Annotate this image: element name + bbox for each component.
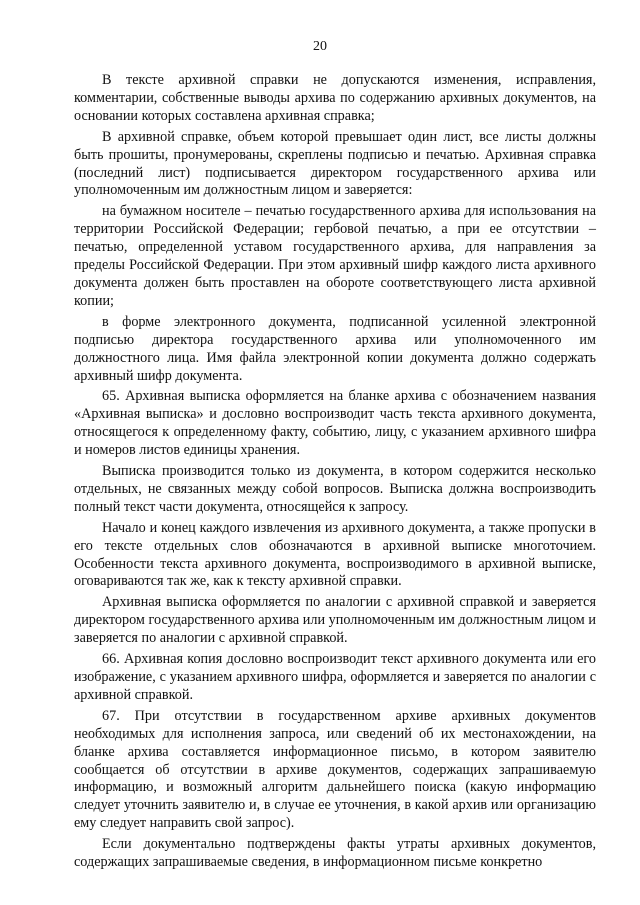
paragraph-item-67-information-letter: 67. При отсутствии в государственном архиве архивных документов необходимых для исполнения запроса, или сведений об их местонахождении, на бланке архива составляется информационное письмо, в котором заявителю сообщается об отсутствии в архиве документов, содержащих запрашиваемую информацию, и возможный алгоритм дальнейшего поиска (какую информацию следует уточнить заявителю и, в случае ее уточнения, в какой архив или организацию ему следует направить свой запрос). xyxy=(74,707,596,832)
page-body xyxy=(74,72,596,872)
paragraph-loss-of-documents: Если документально подтверждены факты утраты архивных документов, содержащих запрашиваемые сведения, в информационном письме конкретно xyxy=(74,836,596,871)
paragraph-electronic-certification: в форме электронного документа, подписанной усиленной электронной подписью директора государственного архива или уполномоченного им должностного лица. Имя файла электронной копии документа должно содержать архивный шифр документа. xyxy=(74,313,596,384)
paragraph-item-65-archival-extract: 65. Архивная выписка оформляется на бланке архива с обозначением названия «Архивная выписка» и дословно воспроизводит часть текста архивного документа, относящегося к определенному факту, событию, лицу, с указанием архивного шифра и номеров листов единицы хранения. xyxy=(74,388,596,459)
paragraph-multi-sheet-certificate: В архивной справке, объем которой превышает один лист, все листы должны быть прошиты, пронумерованы, скреплены подписью и печатью. Архивная справка (последний лист) подписывается директором государственного архива или уполномоченным им должностным лицом и заверяется: xyxy=(74,128,596,199)
page-number: 20 xyxy=(313,39,327,54)
paragraph-extract-source: Выписка производится только из документа, в котором содержится несколько отдельных, не связанных между собой вопросов. Выписка должна воспроизводить полный текст части документа, относящейся к запросу. xyxy=(74,463,596,515)
paragraph-extract-certification: Архивная выписка оформляется по аналогии с архивной справкой и заверяется директором государственного архива или уполномоченным им должностным лицом и заверяется по аналогии с архивной справкой. xyxy=(74,594,596,647)
paragraph-extract-ellipsis: Начало и конец каждого извлечения из архивного документа, а также пропуски в его тексте отдельных слов обозначаются в архивной выписке многоточием. Особенности текста архивного документа, воспроизводимого в архивной выписке, оговариваются так же, как к тексту архивной справки. xyxy=(74,519,596,590)
paragraph-no-changes-in-certificate: В тексте архивной справки не допускаются изменения, исправления, комментарии, собственные выводы архива по содержанию архивных документов, на основании которых составлена архивная справка; xyxy=(74,72,596,124)
paragraph-item-66-archival-copy: 66. Архивная копия дословно воспроизводит текст архивного документа или его изображение, с указанием архивного шифра, оформляется и заверяется по аналогии с архивной справкой. xyxy=(74,651,596,703)
paragraph-paper-certification: на бумажном носителе – печатью государственного архива для использования на территории Российской Федерации; гербовой печатью, а при ее отсутствии – печатью, определенной уставом государственного архива, для направления за пределы Российской Федерации. При этом архивный шифр каждого листа архивного документа должен быть проставлен на обороте соответствующего листа архивной копии; xyxy=(74,203,596,309)
